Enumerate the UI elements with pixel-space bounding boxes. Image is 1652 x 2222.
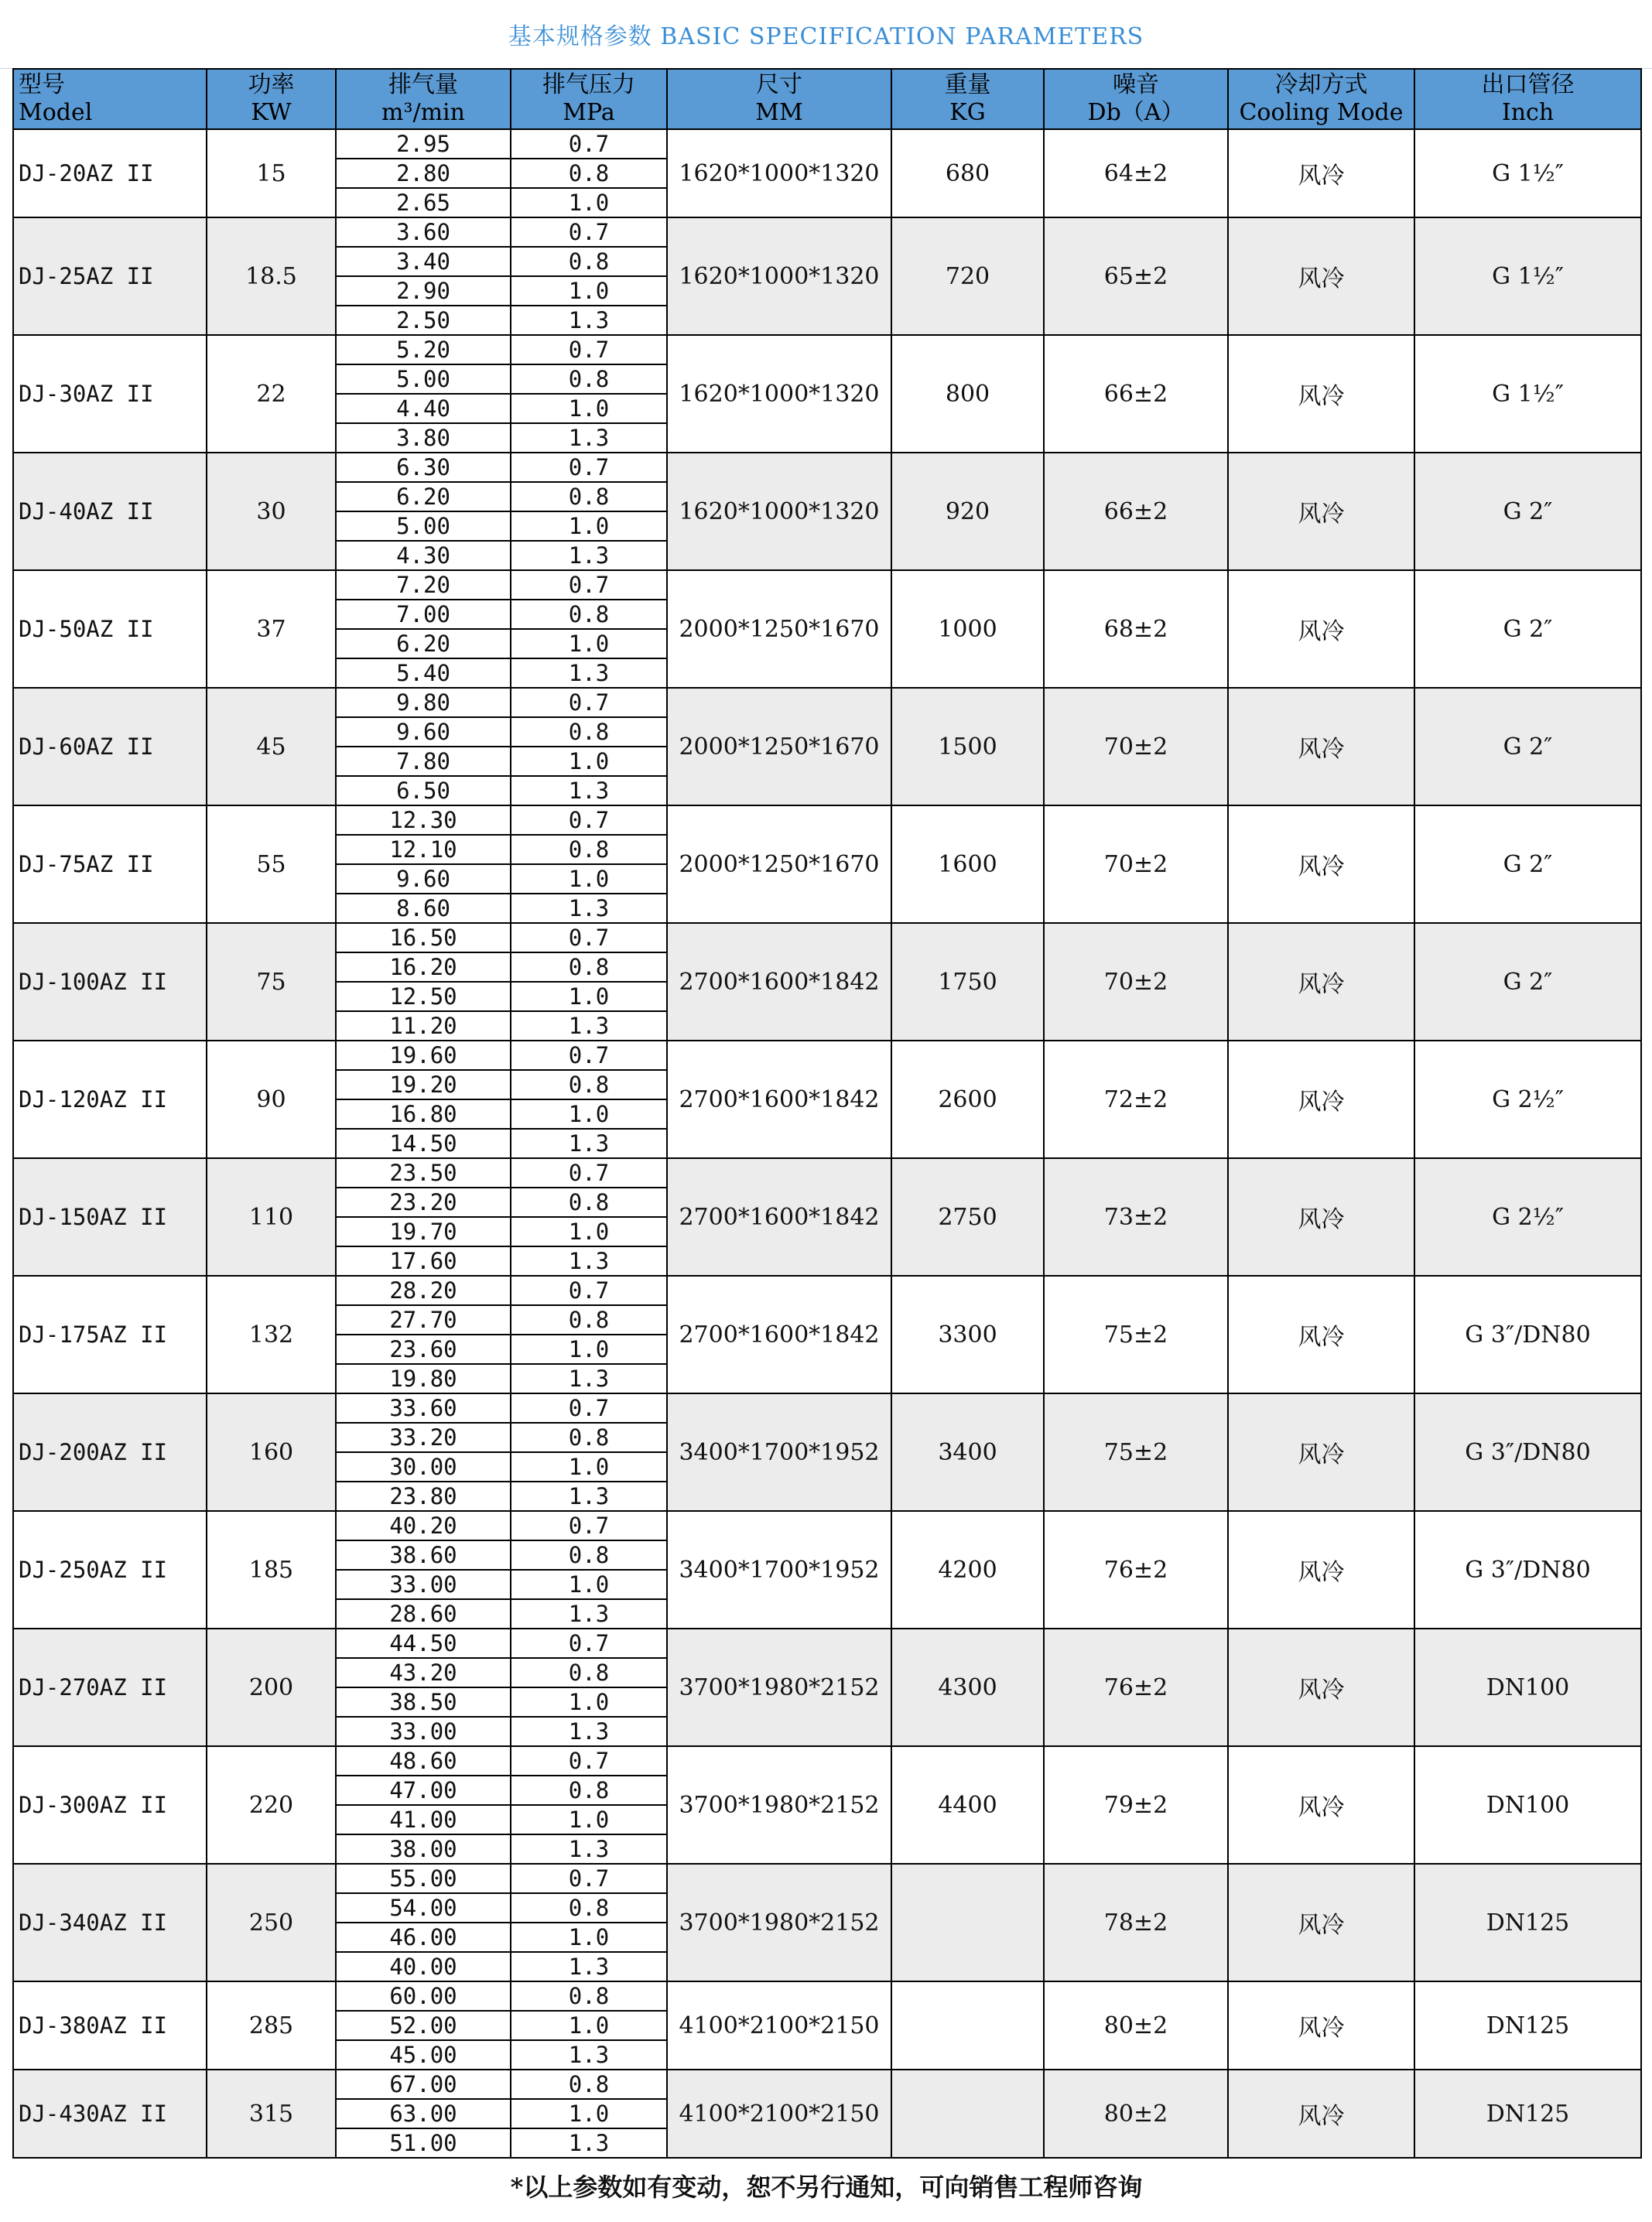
pressure-cell: 0.7: [511, 335, 667, 364]
pressure-cell: 0.8: [511, 1658, 667, 1687]
weight-cell: [891, 1981, 1044, 2070]
pressure-cell: 0.7: [511, 1511, 667, 1540]
model-cell: DJ-300AZ II: [13, 1746, 207, 1864]
flow-cell: 33.00: [336, 1570, 511, 1599]
table-row: [13, 570, 1641, 600]
flow-cell: 2.90: [336, 276, 511, 306]
power-cell: 220: [207, 1746, 336, 1864]
footer-note: *以上参数如有变动，恕不另行通知，可向销售工程师咨询: [510, 2172, 1143, 2202]
pressure-cell: 0.8: [511, 482, 667, 511]
power-cell: 160: [207, 1393, 336, 1511]
flow-cell: 5.20: [336, 335, 511, 364]
size-cell: 3700*1980*2152: [667, 1864, 891, 1981]
weight-cell: 720: [891, 217, 1044, 335]
cooling-cell: 风冷: [1228, 1041, 1414, 1158]
pressure-cell: 0.8: [511, 1188, 667, 1217]
spec-table-body: [13, 129, 1641, 2158]
size-cell: 3400*1700*1952: [667, 1511, 891, 1629]
size-cell: 4100*2100*2150: [667, 2070, 891, 2158]
table-row: [13, 923, 1641, 952]
flow-cell: 52.00: [336, 2011, 511, 2040]
weight-cell: 3300: [891, 1276, 1044, 1393]
model-cell: DJ-340AZ II: [13, 1864, 207, 1981]
noise-cell: 79±2: [1044, 1746, 1228, 1864]
flow-cell: 8.60: [336, 894, 511, 923]
cooling-cell: 风冷: [1228, 1981, 1414, 2070]
size-cell: 1620*1000*1320: [667, 217, 891, 335]
cooling-cell: 风冷: [1228, 570, 1414, 688]
noise-cell: 66±2: [1044, 453, 1228, 570]
pressure-cell: 0.8: [511, 835, 667, 864]
pressure-cell: 0.7: [511, 1746, 667, 1776]
flow-cell: 44.50: [336, 1629, 511, 1658]
pressure-cell: 1.0: [511, 1099, 667, 1129]
pressure-cell: 0.7: [511, 1393, 667, 1423]
pressure-cell: 1.0: [511, 864, 667, 894]
cooling-cell: 风冷: [1228, 129, 1414, 217]
model-cell: DJ-40AZ II: [13, 453, 207, 570]
header-model: 型号 Model: [13, 69, 207, 129]
flow-cell: 4.40: [336, 394, 511, 423]
cooling-cell: 风冷: [1228, 1864, 1414, 1981]
size-cell: 1620*1000*1320: [667, 129, 891, 217]
flow-cell: 45.00: [336, 2040, 511, 2070]
flow-cell: 3.40: [336, 247, 511, 276]
power-cell: 315: [207, 2070, 336, 2158]
outlet-cell: G 2½″: [1414, 1041, 1641, 1158]
weight-cell: 4300: [891, 1629, 1044, 1746]
model-cell: DJ-430AZ II: [13, 2070, 207, 2158]
table-row: [13, 1158, 1641, 1188]
flow-cell: 17.60: [336, 1246, 511, 1276]
size-cell: 3400*1700*1952: [667, 1393, 891, 1511]
noise-cell: 76±2: [1044, 1511, 1228, 1629]
table-row: [13, 688, 1641, 717]
pressure-cell: 0.8: [511, 2070, 667, 2099]
flow-cell: 16.50: [336, 923, 511, 952]
size-cell: 3700*1980*2152: [667, 1629, 891, 1746]
outlet-cell: G 2″: [1414, 688, 1641, 805]
noise-cell: 80±2: [1044, 1981, 1228, 2070]
pressure-cell: 0.8: [511, 1423, 667, 1452]
table-row: [13, 1746, 1641, 1776]
pressure-cell: 0.8: [511, 952, 667, 982]
flow-cell: 40.20: [336, 1511, 511, 1540]
power-cell: 75: [207, 923, 336, 1041]
outlet-cell: G 3″/DN80: [1414, 1393, 1641, 1511]
size-cell: 2000*1250*1670: [667, 805, 891, 923]
cooling-cell: 风冷: [1228, 335, 1414, 453]
flow-cell: 6.20: [336, 482, 511, 511]
flow-cell: 12.50: [336, 982, 511, 1011]
model-cell: DJ-175AZ II: [13, 1276, 207, 1393]
model-cell: DJ-25AZ II: [13, 217, 207, 335]
noise-cell: 78±2: [1044, 1864, 1228, 1981]
flow-cell: 9.80: [336, 688, 511, 717]
header-size: 尺寸 MM: [667, 69, 891, 129]
cooling-cell: 风冷: [1228, 805, 1414, 923]
noise-cell: 70±2: [1044, 688, 1228, 805]
pressure-cell: 0.8: [511, 1305, 667, 1335]
header-flow: 排气量 m³/min: [336, 69, 511, 129]
pressure-cell: 1.0: [511, 1805, 667, 1834]
size-cell: 4100*2100*2150: [667, 1981, 891, 2070]
flow-cell: 51.00: [336, 2128, 511, 2158]
pressure-cell: 1.3: [511, 1364, 667, 1393]
pressure-cell: 0.8: [511, 247, 667, 276]
table-row: [13, 805, 1641, 835]
outlet-cell: DN125: [1414, 2070, 1641, 2158]
flow-cell: 55.00: [336, 1864, 511, 1893]
pressure-cell: 1.3: [511, 658, 667, 688]
pressure-cell: 0.7: [511, 1629, 667, 1658]
model-cell: DJ-200AZ II: [13, 1393, 207, 1511]
model-cell: DJ-75AZ II: [13, 805, 207, 923]
pressure-cell: 1.0: [511, 276, 667, 306]
cooling-cell: 风冷: [1228, 453, 1414, 570]
table-row: [13, 1041, 1641, 1070]
weight-cell: 4200: [891, 1511, 1044, 1629]
power-cell: 22: [207, 335, 336, 453]
power-cell: 15: [207, 129, 336, 217]
power-cell: 30: [207, 453, 336, 570]
flow-cell: 33.20: [336, 1423, 511, 1452]
pressure-cell: 1.3: [511, 306, 667, 335]
cooling-cell: 风冷: [1228, 1393, 1414, 1511]
flow-cell: 54.00: [336, 1893, 511, 1923]
sheet-title: 基本规格参数 BASIC SPECIFICATION PARAMETERS: [0, 0, 1652, 69]
power-cell: 45: [207, 688, 336, 805]
pressure-cell: 0.8: [511, 717, 667, 747]
flow-cell: 19.60: [336, 1041, 511, 1070]
pressure-cell: 1.0: [511, 2099, 667, 2128]
spec-table: [12, 68, 1642, 2159]
pressure-cell: 0.7: [511, 1864, 667, 1893]
pressure-cell: 1.3: [511, 894, 667, 923]
weight-cell: 3400: [891, 1393, 1044, 1511]
table-row: [13, 1981, 1641, 2011]
pressure-cell: 1.0: [511, 188, 667, 217]
flow-cell: 6.50: [336, 776, 511, 805]
outlet-cell: G 2″: [1414, 923, 1641, 1041]
noise-cell: 65±2: [1044, 217, 1228, 335]
model-cell: DJ-380AZ II: [13, 1981, 207, 2070]
table-row: [13, 453, 1641, 482]
flow-cell: 14.50: [336, 1129, 511, 1158]
header-noise: 噪音 Db（A）: [1044, 69, 1228, 129]
outlet-cell: DN125: [1414, 1864, 1641, 1981]
cooling-cell: 风冷: [1228, 2070, 1414, 2158]
pressure-cell: 1.3: [511, 2128, 667, 2158]
flow-cell: 23.50: [336, 1158, 511, 1188]
noise-cell: 68±2: [1044, 570, 1228, 688]
pressure-cell: 0.8: [511, 159, 667, 188]
noise-cell: 72±2: [1044, 1041, 1228, 1158]
flow-cell: 2.65: [336, 188, 511, 217]
cooling-cell: 风冷: [1228, 1746, 1414, 1864]
pressure-cell: 1.0: [511, 394, 667, 423]
model-cell: DJ-270AZ II: [13, 1629, 207, 1746]
outlet-cell: DN100: [1414, 1746, 1641, 1864]
pressure-cell: 0.8: [511, 600, 667, 629]
cooling-cell: 风冷: [1228, 217, 1414, 335]
flow-cell: 3.60: [336, 217, 511, 247]
flow-cell: 43.20: [336, 1658, 511, 1687]
flow-cell: 40.00: [336, 1952, 511, 1981]
flow-cell: 6.30: [336, 453, 511, 482]
flow-cell: 9.60: [336, 717, 511, 747]
flow-cell: 33.00: [336, 1717, 511, 1746]
flow-cell: 19.70: [336, 1217, 511, 1246]
flow-cell: 6.20: [336, 629, 511, 658]
noise-cell: 70±2: [1044, 805, 1228, 923]
cooling-cell: 风冷: [1228, 688, 1414, 805]
flow-cell: 5.00: [336, 511, 511, 541]
pressure-cell: 1.3: [511, 1834, 667, 1864]
power-cell: 200: [207, 1629, 336, 1746]
model-cell: DJ-100AZ II: [13, 923, 207, 1041]
header-weight: 重量 KG: [891, 69, 1044, 129]
pressure-cell: 1.0: [511, 1570, 667, 1599]
outlet-cell: G 1½″: [1414, 129, 1641, 217]
outlet-cell: G 2″: [1414, 570, 1641, 688]
flow-cell: 38.50: [336, 1687, 511, 1717]
size-cell: 2000*1250*1670: [667, 688, 891, 805]
flow-cell: 7.80: [336, 747, 511, 776]
flow-cell: 16.20: [336, 952, 511, 982]
header-pressure: 排气压力 MPa: [511, 69, 667, 129]
cooling-cell: 风冷: [1228, 1276, 1414, 1393]
outlet-cell: G 2″: [1414, 453, 1641, 570]
pressure-cell: 1.0: [511, 1687, 667, 1717]
weight-cell: 920: [891, 453, 1044, 570]
flow-cell: 4.30: [336, 541, 511, 570]
pressure-cell: 1.3: [511, 1246, 667, 1276]
size-cell: 1620*1000*1320: [667, 453, 891, 570]
outlet-cell: DN125: [1414, 1981, 1641, 2070]
power-cell: 132: [207, 1276, 336, 1393]
cooling-cell: 风冷: [1228, 923, 1414, 1041]
pressure-cell: 0.8: [511, 364, 667, 394]
pressure-cell: 1.3: [511, 2040, 667, 2070]
noise-cell: 66±2: [1044, 335, 1228, 453]
outlet-cell: G 2½″: [1414, 1158, 1641, 1276]
noise-cell: 75±2: [1044, 1276, 1228, 1393]
noise-cell: 80±2: [1044, 2070, 1228, 2158]
outlet-cell: DN100: [1414, 1629, 1641, 1746]
pressure-cell: 1.3: [511, 541, 667, 570]
pressure-cell: 1.3: [511, 776, 667, 805]
pressure-cell: 1.0: [511, 629, 667, 658]
header-power: 功率 KW: [207, 69, 336, 129]
flow-cell: 12.10: [336, 835, 511, 864]
cooling-cell: 风冷: [1228, 1158, 1414, 1276]
table-row: [13, 1393, 1641, 1423]
flow-cell: 30.00: [336, 1452, 511, 1482]
flow-cell: 2.50: [336, 306, 511, 335]
pressure-cell: 0.8: [511, 1540, 667, 1570]
pressure-cell: 0.8: [511, 1893, 667, 1923]
pressure-cell: 0.8: [511, 1981, 667, 2011]
size-cell: 2000*1250*1670: [667, 570, 891, 688]
noise-cell: 76±2: [1044, 1629, 1228, 1746]
pressure-cell: 1.3: [511, 1129, 667, 1158]
flow-cell: 7.00: [336, 600, 511, 629]
pressure-cell: 0.7: [511, 453, 667, 482]
outlet-cell: G 1½″: [1414, 335, 1641, 453]
noise-cell: 73±2: [1044, 1158, 1228, 1276]
pressure-cell: 0.7: [511, 570, 667, 600]
pressure-cell: 1.3: [511, 1717, 667, 1746]
pressure-cell: 0.7: [511, 1276, 667, 1305]
flow-cell: 23.80: [336, 1482, 511, 1511]
model-cell: DJ-150AZ II: [13, 1158, 207, 1276]
power-cell: 55: [207, 805, 336, 923]
flow-cell: 38.60: [336, 1540, 511, 1570]
weight-cell: [891, 1864, 1044, 1981]
model-cell: DJ-60AZ II: [13, 688, 207, 805]
power-cell: 90: [207, 1041, 336, 1158]
flow-cell: 48.60: [336, 1746, 511, 1776]
pressure-cell: 1.3: [511, 423, 667, 453]
weight-cell: 1750: [891, 923, 1044, 1041]
flow-cell: 47.00: [336, 1776, 511, 1805]
size-cell: 2700*1600*1842: [667, 1041, 891, 1158]
flow-cell: 60.00: [336, 1981, 511, 2011]
pressure-cell: 1.0: [511, 511, 667, 541]
size-cell: 3700*1980*2152: [667, 1746, 891, 1864]
model-cell: DJ-50AZ II: [13, 570, 207, 688]
pressure-cell: 0.7: [511, 923, 667, 952]
flow-cell: 5.00: [336, 364, 511, 394]
flow-cell: 46.00: [336, 1923, 511, 1952]
header-cooling: 冷却方式 Cooling Mode: [1228, 69, 1414, 129]
flow-cell: 67.00: [336, 2070, 511, 2099]
table-row: [13, 335, 1641, 364]
table-row: [13, 217, 1641, 247]
flow-cell: 27.70: [336, 1305, 511, 1335]
flow-cell: 12.30: [336, 805, 511, 835]
flow-cell: 11.20: [336, 1011, 511, 1041]
model-cell: DJ-30AZ II: [13, 335, 207, 453]
flow-cell: 19.20: [336, 1070, 511, 1099]
flow-cell: 9.60: [336, 864, 511, 894]
flow-cell: 3.80: [336, 423, 511, 453]
pressure-cell: 1.0: [511, 1452, 667, 1482]
weight-cell: 1600: [891, 805, 1044, 923]
table-row: [13, 2070, 1641, 2099]
flow-cell: 23.20: [336, 1188, 511, 1217]
outlet-cell: G 1½″: [1414, 217, 1641, 335]
model-cell: DJ-120AZ II: [13, 1041, 207, 1158]
power-cell: 37: [207, 570, 336, 688]
flow-cell: 19.80: [336, 1364, 511, 1393]
outlet-cell: G 3″/DN80: [1414, 1276, 1641, 1393]
flow-cell: 16.80: [336, 1099, 511, 1129]
noise-cell: 75±2: [1044, 1393, 1228, 1511]
table-row: [13, 129, 1641, 159]
weight-cell: 4400: [891, 1746, 1044, 1864]
flow-cell: 7.20: [336, 570, 511, 600]
cooling-cell: 风冷: [1228, 1629, 1414, 1746]
pressure-cell: 0.7: [511, 805, 667, 835]
flow-cell: 23.60: [336, 1335, 511, 1364]
noise-cell: 64±2: [1044, 129, 1228, 217]
header-row: [13, 69, 1641, 129]
pressure-cell: 1.0: [511, 1335, 667, 1364]
flow-cell: 41.00: [336, 1805, 511, 1834]
pressure-cell: 0.7: [511, 217, 667, 247]
pressure-cell: 1.0: [511, 2011, 667, 2040]
flow-cell: 28.60: [336, 1599, 511, 1629]
outlet-cell: G 3″/DN80: [1414, 1511, 1641, 1629]
table-row: [13, 1629, 1641, 1658]
flow-cell: 38.00: [336, 1834, 511, 1864]
flow-cell: 2.95: [336, 129, 511, 159]
pressure-cell: 0.8: [511, 1070, 667, 1099]
size-cell: 2700*1600*1842: [667, 1276, 891, 1393]
pressure-cell: 0.7: [511, 1158, 667, 1188]
table-row: [13, 1511, 1641, 1540]
cooling-cell: 风冷: [1228, 1511, 1414, 1629]
weight-cell: 1000: [891, 570, 1044, 688]
pressure-cell: 1.3: [511, 1482, 667, 1511]
weight-cell: 2750: [891, 1158, 1044, 1276]
outlet-cell: G 2″: [1414, 805, 1641, 923]
pressure-cell: 1.3: [511, 1011, 667, 1041]
weight-cell: 800: [891, 335, 1044, 453]
size-cell: 2700*1600*1842: [667, 923, 891, 1041]
pressure-cell: 0.7: [511, 129, 667, 159]
pressure-cell: 1.3: [511, 1599, 667, 1629]
pressure-cell: 0.8: [511, 1776, 667, 1805]
weight-cell: 680: [891, 129, 1044, 217]
pressure-cell: 0.7: [511, 688, 667, 717]
pressure-cell: 1.3: [511, 1952, 667, 1981]
size-cell: 2700*1600*1842: [667, 1158, 891, 1276]
header-outlet: 出口管径 Inch: [1414, 69, 1641, 129]
noise-cell: 70±2: [1044, 923, 1228, 1041]
flow-cell: 2.80: [336, 159, 511, 188]
model-cell: DJ-20AZ II: [13, 129, 207, 217]
flow-cell: 63.00: [336, 2099, 511, 2128]
power-cell: 250: [207, 1864, 336, 1981]
table-row: [13, 1864, 1641, 1893]
pressure-cell: 1.0: [511, 1217, 667, 1246]
power-cell: 185: [207, 1511, 336, 1629]
weight-cell: [891, 2070, 1044, 2158]
weight-cell: 2600: [891, 1041, 1044, 1158]
flow-cell: 33.60: [336, 1393, 511, 1423]
pressure-cell: 0.7: [511, 1041, 667, 1070]
flow-cell: 28.20: [336, 1276, 511, 1305]
power-cell: 18.5: [207, 217, 336, 335]
pressure-cell: 1.0: [511, 747, 667, 776]
flow-cell: 5.40: [336, 658, 511, 688]
size-cell: 1620*1000*1320: [667, 335, 891, 453]
model-cell: DJ-250AZ II: [13, 1511, 207, 1629]
weight-cell: 1500: [891, 688, 1044, 805]
pressure-cell: 1.0: [511, 982, 667, 1011]
pressure-cell: 1.0: [511, 1923, 667, 1952]
table-row: [13, 1276, 1641, 1305]
power-cell: 285: [207, 1981, 336, 2070]
power-cell: 110: [207, 1158, 336, 1276]
